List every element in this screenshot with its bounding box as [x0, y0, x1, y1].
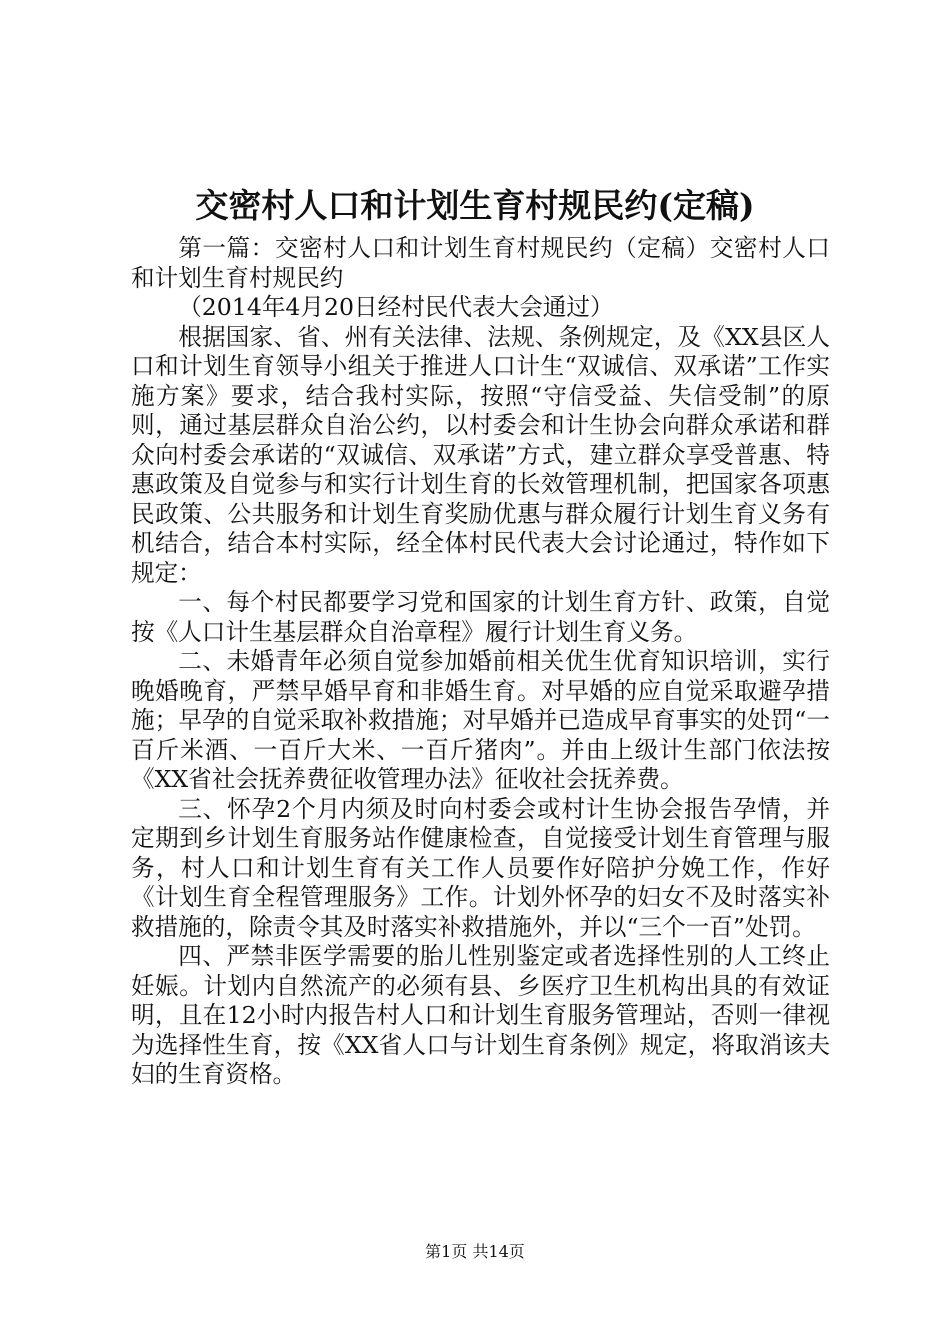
- paragraph-article-2: 二、未婚青年必须自觉参加婚前相关优生优育知识培训，实行晚婚晚育，严禁早婚早育和非婚生育。对早婚的应自觉采取避孕措施；早孕的自觉采取补救措施；对早婚并已造成早育事实的处罚“一百斤米酒、一百斤大米、一百斤猪肉”。并由上级计生部门依法按《XX省社会抚养费征收管理办法》征收社会抚养费。: [131, 647, 830, 793]
- paragraph-chapter-heading: 第一篇：交密村人口和计划生育村规民约（定稿）交密村人口和计划生育村规民约: [131, 234, 830, 292]
- paragraph-preamble: 根据国家、省、州有关法律、法规、条例规定，及《XX县区人口和计划生育领导小组关于推进人口计生“双诚信、双承诺”工作实施方案》要求，结合我村实际，按照“守信受益、失信受制”的原则，通过基层群众自治公约，以村委会和计生协会向群众承诺和群众向村委会承诺的“双诚信、双承诺”方式，建立群众享受普惠、特惠政策及自觉参与和实行计划生育的长效管理机制，把国家各项惠民政策、公共服务和计划生育奖励优惠与群众履行计划生育义务有机结合，结合本村实际，经全体村民代表大会讨论通过，特作如下规定：: [131, 322, 830, 587]
- paragraph-adoption-date: （2014年4月20日经村民代表大会通过）: [178, 293, 614, 321]
- document-body: [131, 234, 830, 1090]
- paragraph-article-1: 一、每个村民都要学习党和国家的计划生育方针、政策，自觉按《人口计生基层群众自治章程》履行计划生育义务。: [131, 588, 830, 646]
- paragraph-article-4: 四、严禁非医学需要的胎儿性别鉴定或者选择性别的人工终止妊娠。计划内自然流产的必须有县、乡医疗卫生机构出具的有效证明，且在12小时内报告村人口和计划生育服务管理站，否则一律视为选择性生育，按《XX省人口与计划生育条例》规定，将取消该夫妇的生育资格。: [131, 942, 830, 1088]
- page-number-footer: 第1页 共14页: [425, 1242, 525, 1261]
- paragraph-article-3: 三、怀孕2个月内须及时向村委会或村计生协会报告孕情，并定期到乡计划生育服务站作健康检查，自觉接受计划生育管理与服务，村人口和计划生育有关工作人员要作好陪护分娩工作，作好《计划生育全程管理服务》工作。计划外怀孕的妇女不及时落实补救措施的，除责令其及时落实补救措施外，并以“三个一百”处罚。: [131, 794, 830, 941]
- document-title: 交密村人口和计划生育村规民约(定稿): [195, 186, 755, 225]
